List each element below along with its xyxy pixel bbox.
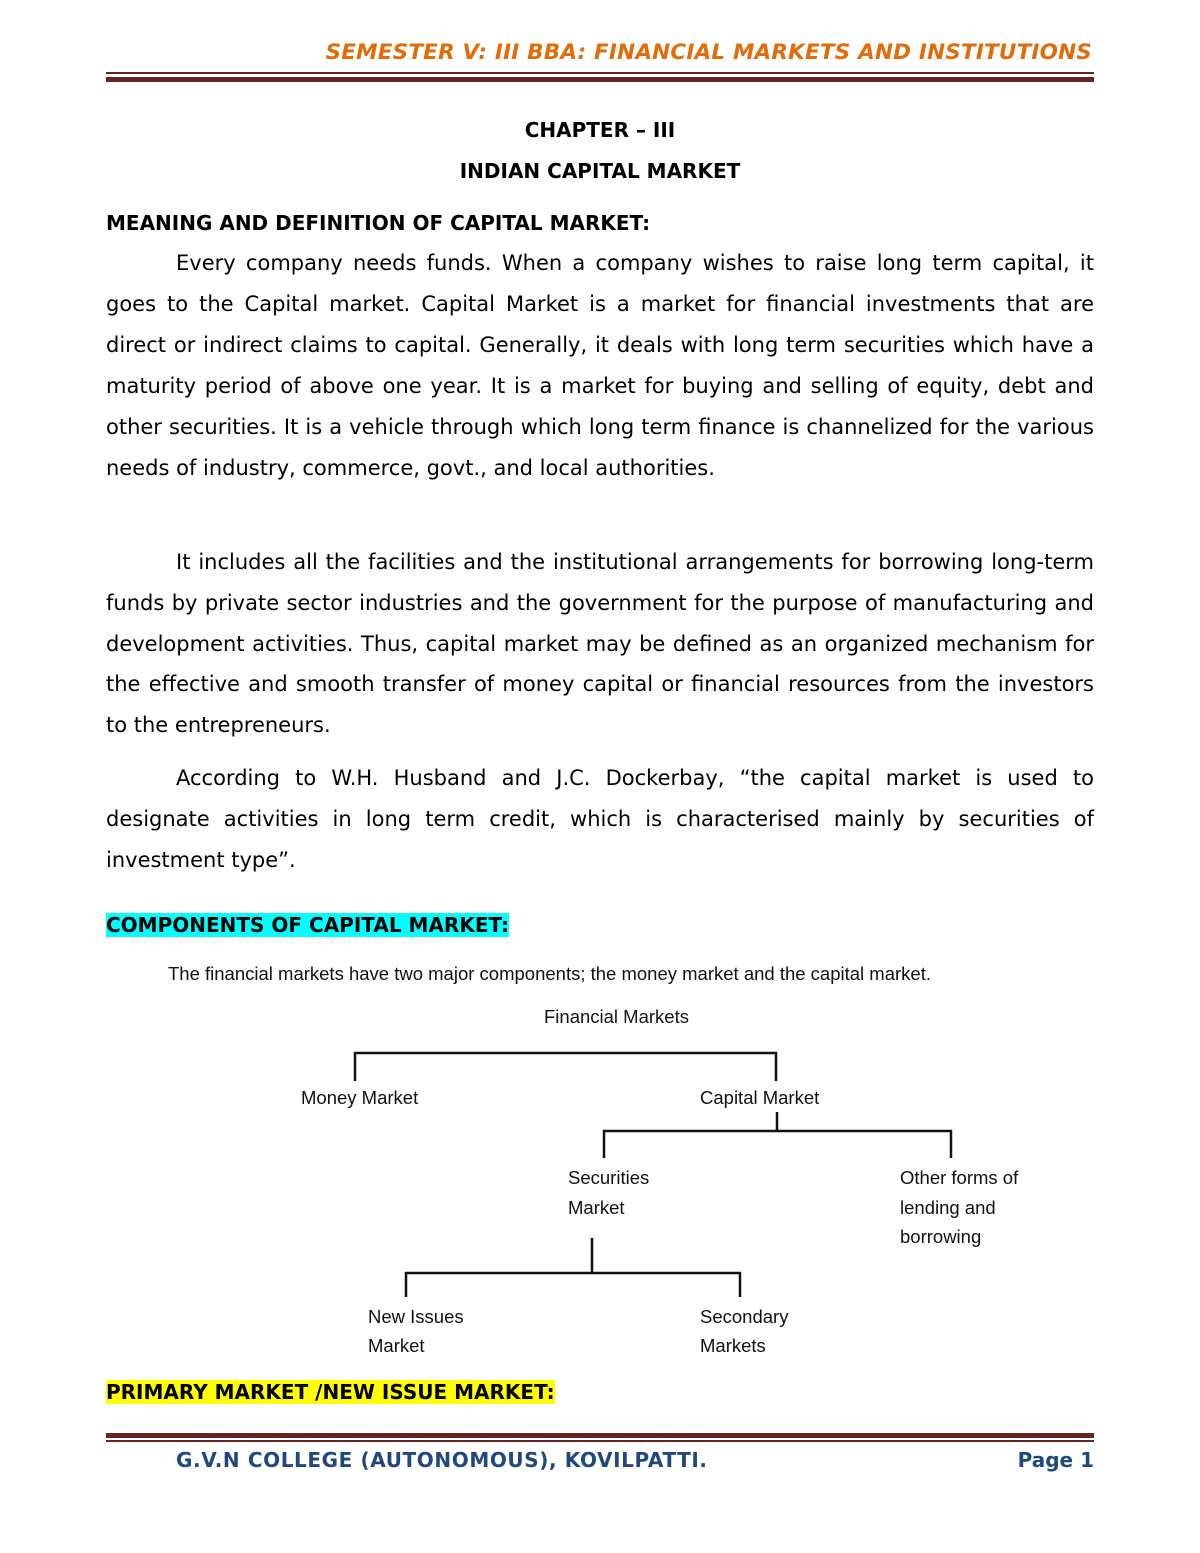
diagram-caption: The financial markets have two major components; the money market and the capital market. [168, 963, 931, 984]
header-rule-thin [106, 72, 1094, 74]
node-securities-line2: Market [568, 1197, 625, 1218]
node-money-market: Money Market [301, 1087, 419, 1108]
paragraph-definition-quote: According to W.H. Husband and J.C. Dockerbay, “the capital market is used to designate activities in long term credit, which is characterised mainly by securities of investment type”. [106, 766, 1094, 872]
chapter-title: INDIAN CAPITAL MARKET [459, 159, 741, 183]
node-new-issues-line2: Market [368, 1335, 425, 1356]
tree-connectors [354, 1052, 952, 1297]
footer-rule-thin [106, 1440, 1094, 1442]
header-rule-thick [106, 77, 1094, 82]
node-other-line3: borrowing [900, 1226, 982, 1247]
node-other-line2: lending and [900, 1197, 996, 1218]
primary-market-heading-text: PRIMARY MARKET /NEW ISSUE MARKET: [106, 1380, 555, 1404]
footer-rule-thick [106, 1433, 1094, 1438]
primary-market-heading [106, 1380, 555, 1404]
paragraph-facilities: It includes all the facilities and the institutional arrangements for borrowing long-term funds by private sector industries and the government for the purpose of manufacturing and development activities. Thus, capital market may be defined as an organized mechanism for the effective and smooth transfer of money capital or financial resources from the investors to the entrepreneurs. [106, 550, 1094, 738]
footer-page-number: Page 1 [1017, 1448, 1094, 1472]
components-heading [106, 913, 509, 937]
footer-college-name: G.V.N COLLEGE (AUTONOMOUS), KOVILPATTI. [176, 1448, 708, 1472]
chapter-number: CHAPTER – III [524, 118, 676, 142]
node-secondary-line2: Markets [700, 1335, 766, 1356]
node-capital-market: Capital Market [700, 1087, 820, 1108]
node-secondary-line1: Secondary [700, 1306, 789, 1327]
node-securities-line1: Securities [568, 1167, 650, 1188]
meaning-heading: MEANING AND DEFINITION OF CAPITAL MARKET: [106, 211, 651, 235]
paragraph-meaning: Every company needs funds. When a company wishes to raise long term capital, it goes to the Capital market. Capital Market is a market for financial investments that are direct or indirect claims to capital. Generally, it deals with long term securities which have a maturity period of above one year. It is a market for buying and selling of equity, debt and other securities. It is a vehicle through which long term finance is channelized for the various needs of industry, commerce, govt., and local authorities. [106, 251, 1094, 480]
node-new-issues-line1: New Issues [368, 1306, 464, 1327]
running-header-title: SEMESTER V: III BBA: FINANCIAL MARKETS AND INSTITUTIONS [325, 40, 1092, 65]
components-heading-text: COMPONENTS OF CAPITAL MARKET: [106, 913, 510, 937]
node-other-line1: Other forms of [900, 1167, 1019, 1188]
node-financial-markets: Financial Markets [544, 1006, 689, 1027]
